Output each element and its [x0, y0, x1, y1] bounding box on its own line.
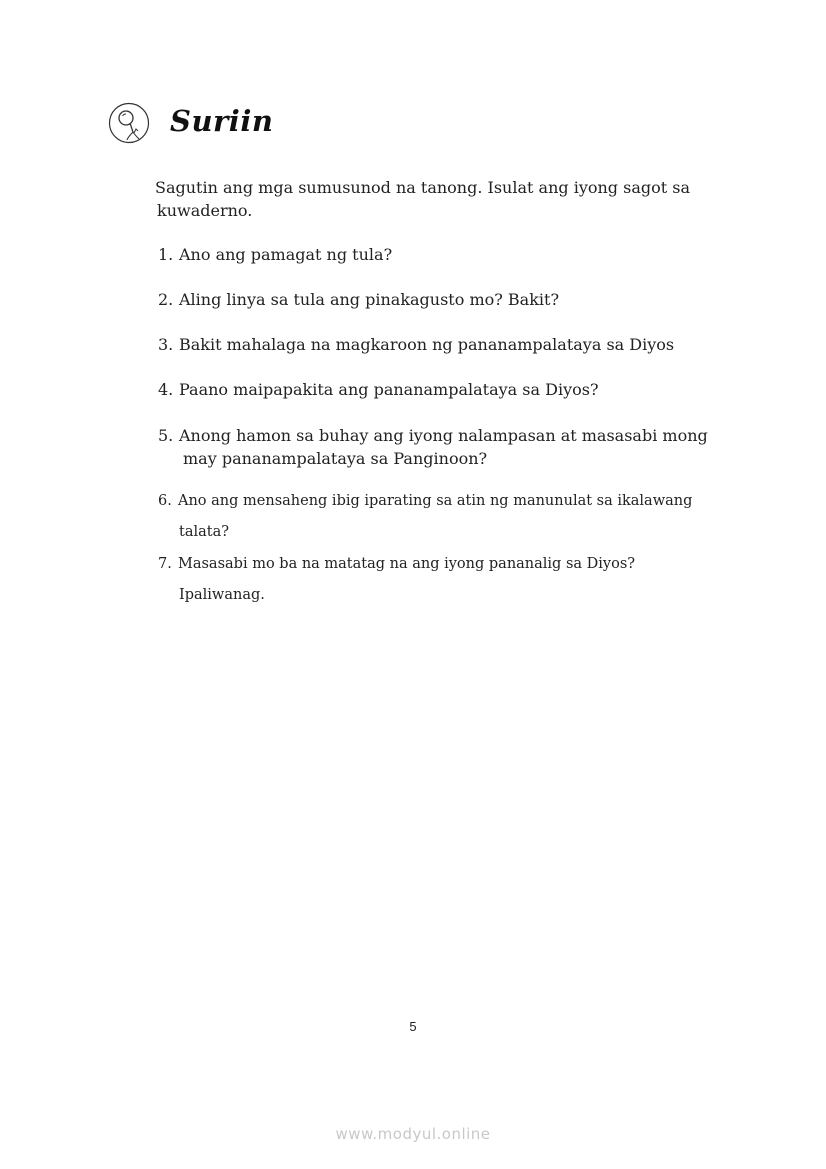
question-text: Bakit mahalaga na magkaroon ng pananampalataya sa Diyos [179, 335, 675, 354]
question-number: 3. [158, 335, 174, 354]
question-text: Paano maipapakita ang pananampalataya sa Diyos? [179, 380, 599, 399]
question-item [158, 333, 738, 356]
question-item [158, 486, 738, 548]
question-number: 7. [158, 556, 172, 572]
question-item [158, 288, 738, 311]
question-item [158, 243, 738, 266]
page-number: 5 [409, 1019, 417, 1034]
question-number: 1. [158, 245, 174, 264]
question-text: Ano ang mensaheng ibig iparating sa atin ng manunulat sa ikalawang [178, 493, 693, 509]
question-number: 2. [158, 290, 174, 309]
question-text: Aling linya sa tula ang pinakagusto mo? Bakit? [179, 290, 560, 309]
question-number: 6. [158, 493, 172, 509]
question-item [158, 378, 738, 401]
question-text: Ano ang pamagat ng tula? [179, 245, 393, 264]
question-text: Anong hamon sa buhay ang iyong nalampasan at masasabi mong [179, 426, 708, 445]
question-text-continued: talata? [179, 524, 229, 540]
watermark: www.modyul.online [335, 1125, 491, 1143]
question-text-continued: Ipaliwanag. [179, 587, 265, 603]
instructions-line-2: kuwaderno. [157, 201, 253, 220]
question-text: Masasabi mo ba na matatag na ang iyong pananalig sa Diyos? [178, 556, 636, 572]
question-item [158, 549, 738, 611]
question-number: 5. [158, 426, 174, 445]
question-item [158, 424, 738, 470]
instructions-line-1: Sagutin ang mga sumusunod na tanong. Isulat ang iyong sagot sa [155, 178, 691, 197]
question-text-continued: may pananampalataya sa Panginoon? [183, 449, 488, 468]
instructions [155, 176, 735, 222]
section-title: Suriin [170, 104, 274, 138]
question-number: 4. [158, 380, 174, 399]
magnifying-glass-icon [108, 102, 150, 144]
